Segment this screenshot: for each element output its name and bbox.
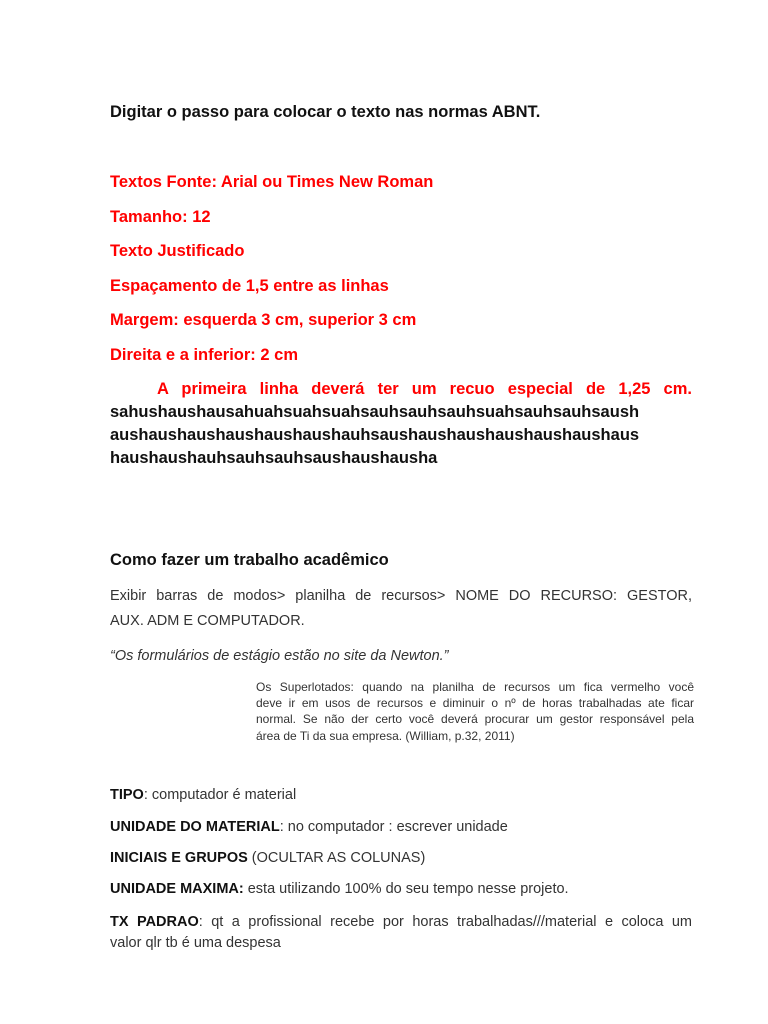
definition-text: : no computador : escrever unidade <box>279 819 508 835</box>
definition-iniciais-grupos <box>110 850 425 866</box>
definition-tipo <box>110 787 296 803</box>
rule-spacing: Espaçamento de 1,5 entre as linhas <box>110 277 389 295</box>
definition-term: TIPO <box>110 787 144 803</box>
definition-tx-padrao <box>110 912 692 954</box>
rule-size: Tamanho: 12 <box>110 208 211 226</box>
paragraph-line: haushaushauhsauhsauhsaushaushausha <box>110 449 438 467</box>
citation-line: normal. Se não der certo você deverá procurar um gestor responsável pela <box>256 712 694 727</box>
instructions-paragraph <box>110 584 692 634</box>
definition-text: esta utilizando 100% do seu tempo nesse projeto. <box>243 881 569 897</box>
instructions-line: Exibir barras de modos> planilha de recursos> NOME DO RECURSO: GESTOR, <box>110 588 692 604</box>
instructions-line: AUX. ADM E COMPUTADOR. <box>110 613 305 629</box>
definition-text: valor qlr tb é uma despesa <box>110 935 281 951</box>
rule-margin-left-top: Margem: esquerda 3 cm, superior 3 cm <box>110 311 417 329</box>
citation-line: área de Ti da sua empresa. (William, p.32, 2011) <box>256 728 515 743</box>
definition-line <box>110 912 692 933</box>
definition-term: UNIDADE MAXIMA: <box>110 881 244 897</box>
section-title: Como fazer um trabalho acadêmico <box>110 551 389 569</box>
rule-justified: Texto Justificado <box>110 242 245 260</box>
definition-text: : qt a profissional recebe por horas trabalhadas///material e coloca um <box>198 914 692 930</box>
rule-margin-right-bottom: Direita e a inferior: 2 cm <box>110 346 298 364</box>
definition-unidade-material <box>110 819 508 835</box>
paragraph-first-line: A primeira linha deverá ter um recuo especial de 1,25 cm. <box>157 380 692 398</box>
definition-term: TX PADRAO <box>110 914 199 930</box>
definition-text: (OCULTAR AS COLUNAS) <box>247 850 426 866</box>
quote-text: “Os formulários de estágio estão no site da Newton.” <box>110 648 449 664</box>
rule-font: Textos Fonte: Arial ou Times New Roman <box>110 173 434 191</box>
definition-term: INICIAIS E GRUPOS <box>110 850 248 866</box>
definition-text: : computador é material <box>143 787 297 803</box>
citation-line: Os Superlotados: quando na planilha de recursos um fica vermelho você <box>256 680 694 694</box>
indented-paragraph <box>110 378 692 470</box>
document-heading: Digitar o passo para colocar o texto nas normas ABNT. <box>110 103 541 121</box>
long-citation <box>256 679 694 744</box>
paragraph-line: aushaushaushaushaushaushauhsaushaushaushaushaushaushaus <box>110 426 640 444</box>
citation-line: deve ir em usos de recursos e diminuir o nº de horas trabalhadas ate ficar <box>256 696 694 711</box>
definition-term: UNIDADE DO MATERIAL <box>110 819 280 835</box>
paragraph-line: sahushaushausahuahsuahsuahsauhsauhsauhsuahsauhsauhsaush <box>110 403 640 421</box>
definition-unidade-maxima <box>110 881 569 897</box>
